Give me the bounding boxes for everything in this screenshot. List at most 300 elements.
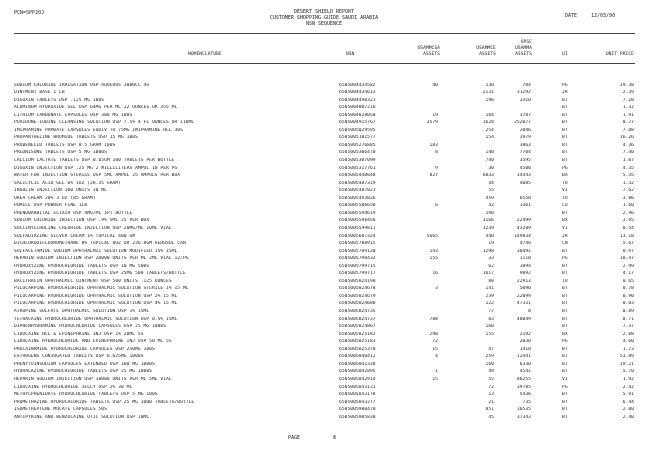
nomenclature-cell: DIPHENHYDRAMINE HYDROCHLORIDE CAPSULES USP 25 MG 1000S	[14, 324, 167, 330]
nsn-cell: 6505005840412	[339, 354, 376, 360]
nsn-cell: 6505005493826	[339, 195, 376, 201]
usamma-assets-cell: 37343	[516, 414, 531, 420]
unit-price-cell: 4.17	[622, 271, 634, 277]
nomenclature-cell: PHENYTOINSODIUM CAPSULES EXTENDED USP 100 MG 1000S	[14, 361, 155, 367]
nsn-cell: 6505005607324	[339, 233, 376, 239]
usammce-assets-cell: 740	[485, 158, 494, 163]
ui-cell: BT	[562, 97, 568, 103]
usamma-assets-cell: 1361	[519, 203, 531, 209]
nsn-cell: 6505004434582	[339, 82, 376, 88]
usammce-assets-cell: 1617	[482, 271, 494, 277]
report-id: PCN=SPP20J	[14, 10, 45, 16]
ui-cell: JR	[562, 90, 568, 96]
usamma-assets-cell: 31292	[516, 90, 531, 96]
nsn-cell: 6505005842914	[339, 376, 376, 382]
ui-cell: TU	[562, 278, 568, 284]
nomenclature-cell: ANTIPYRINE AND BENZOCAINE OTIC SOLUTION USP 10ML.	[14, 414, 152, 420]
unit-price-cell: 2.88	[622, 331, 634, 337]
usammce-assets-cell: 196	[485, 97, 494, 103]
ui-cell: BT	[562, 361, 568, 367]
usamma-assets-cell: 34443	[516, 173, 531, 179]
ui-cell: BT	[562, 407, 568, 413]
nomenclature-cell: OINTMENT BASE 1 LB	[14, 90, 65, 96]
usammce-assets-cell: 33	[488, 256, 494, 262]
usamma-assets-cell: 86255	[516, 376, 531, 382]
usammce-assets-cell: 160	[485, 324, 494, 330]
date-label: DATE	[565, 13, 578, 19]
nomenclature-cell: BACITRACIN OPHTHALMIC OINTMENT USP 500 UNITS .125 OUNCES	[14, 278, 172, 284]
unit-price-cell: 1.91	[622, 112, 634, 118]
nsn-cell: 6505004490321	[339, 97, 376, 103]
ui-cell: PG	[562, 384, 568, 390]
usamma-assets-cell: 16535	[516, 407, 531, 413]
unit-price-cell: 19.38	[619, 82, 634, 88]
nsn-cell: 6505005843178	[339, 392, 376, 398]
unit-price-cell: 1.92	[622, 376, 634, 382]
usamma-assets-cell: 3863	[519, 142, 531, 148]
usammce-assets-cell: 239	[485, 293, 494, 299]
nomenclature-cell: LIDOCAINE HYDROCHLORIDE AND EPINEPHRINE INJ USP 50 ML 5S	[14, 339, 172, 345]
usamma-assets-cell: 252077	[514, 120, 531, 126]
unit-price-cell: 7.62	[622, 188, 634, 194]
unit-price-cell: 5.35	[622, 173, 634, 179]
nomenclature-cell: DIGOXIN INJECTION USP .25 MG 2 MILLILITERS AMPUL 10 PER PG	[14, 165, 178, 171]
nomenclature-cell: SUCCINYLCHOLINE CHLORIDE INJECTION USP 20MG/ML 10ML VIAL	[14, 225, 172, 231]
usamma-assets-cell: 7704	[519, 150, 531, 156]
usammcsa-assets-cell: 72	[432, 339, 438, 345]
unit-price-cell: 1.60	[622, 203, 634, 209]
ui-cell: VI	[562, 225, 568, 231]
nomenclature-cell: PREDNISONE TABLETS USP 5 MG 1000S	[14, 150, 107, 156]
nomenclature-cell: IMIPRAMINE PAMOATE CAPSULES EQUIV TO 75MG IMIPRAMINE HCL 30S	[14, 127, 183, 133]
usammcsa-assets-cell: 15	[432, 346, 438, 352]
nsn-cell: 6505005843277	[339, 399, 376, 405]
unit-price-cell: 3.95	[622, 218, 634, 224]
ui-cell: BT	[562, 354, 568, 360]
usamma-assets-cell: 8	[528, 309, 531, 314]
nsn-cell: 6505004828058	[339, 112, 376, 118]
unit-price-cell: 5.70	[622, 369, 634, 375]
unit-price-cell: 0.83	[622, 301, 634, 307]
ui-cell: BT	[562, 210, 568, 216]
usamma-assets-cell: 12441	[516, 354, 531, 360]
usamma-assets-cell: 4541	[519, 369, 531, 375]
unit-price-cell: 16.26	[619, 135, 634, 141]
unit-price-cell: 1.32	[622, 180, 634, 186]
unit-price-cell: 7.40	[622, 150, 634, 156]
nomenclature-cell: HYDROXYZINE HYDROCHLORIDE TABLETS USP 25MG 500 TABLETS/BOTTLE	[14, 271, 186, 277]
nsn-cell: 6505005824678	[339, 286, 376, 292]
usammcsa-assets-cell: 8	[435, 150, 438, 156]
nsn-cell: 6505005825182	[339, 331, 376, 337]
unit-price-cell: 6.44	[622, 399, 634, 405]
usamma-assets-cell: 149834	[514, 233, 531, 239]
unit-price-cell: 0.71	[622, 316, 634, 322]
nsn-cell: 6505004915767	[339, 120, 376, 126]
ui-cell: BT	[562, 399, 568, 405]
col-header-ui: UI	[562, 52, 568, 57]
unit-price-cell: 19.21	[619, 361, 634, 367]
usammce-assets-cell: 155	[485, 331, 494, 337]
unit-price-cell: 1.32	[622, 105, 634, 111]
ui-cell: BT	[562, 346, 568, 352]
nomenclature-cell: PHENOBARBITAL ELIXIR USP 4MG/ML 1PT BOTTLE	[14, 210, 133, 216]
nomenclature-cell: ATROPINE SULFATE OPHTHALMIC SOLUTION USP 1% 15ML	[14, 309, 150, 314]
nomenclature-cell: HEPARIN SODIUM INJECTION USP 20000 UNITS PER ML 2ML VIAL 12/PG	[14, 256, 189, 262]
nsn-cell: 6505005824735	[339, 309, 376, 314]
usammcsa-assets-cell: 15	[432, 376, 438, 382]
ui-cell: PG	[562, 82, 568, 88]
usamma-assets-cell: 30491	[516, 248, 531, 254]
nomenclature-cell: SALICYLIC ACID GEL 6% 1OZ (28.35 GRAM)	[14, 180, 121, 186]
unit-price-cell: 0.77	[622, 120, 634, 126]
usammcsa-assets-cell: 3	[435, 286, 438, 292]
nomenclature-cell: ESTROGENS CONJUGATED TABLETS USP 0.625MG 1000S	[14, 354, 144, 360]
report-subtitle: CUSTOMER SHOPPING GUIDE SAUDI ARABIA	[269, 15, 379, 21]
nomenclature-cell: INSULIN INJECTION 100 UNITS 10 ML	[14, 188, 107, 194]
unit-price-cell: 7.37	[622, 324, 634, 330]
ui-cell: BT	[562, 324, 568, 330]
nomenclature-cell: UREA CREAM 20% 3 OZ (85 GRAM)	[14, 195, 96, 201]
unit-price-cell: 2.39	[622, 90, 634, 96]
usammcsa-assets-cell: 9	[435, 165, 438, 171]
nsn-cell: 6505005825370	[339, 346, 376, 352]
unit-price-cell: 0.54	[622, 225, 634, 231]
nomenclature-cell: PILOCARPINE HYDROCHLORIDE OPHTHALMIC SOLUTION USP 2% 15 ML	[14, 293, 178, 299]
unit-price-cell: 7.88	[622, 127, 634, 133]
col-header-usammcsa-assets: ASSETS	[423, 52, 440, 57]
usammce-assets-cell: 62	[488, 263, 494, 269]
ui-cell: BT	[562, 127, 568, 133]
ui-cell: BT	[562, 105, 568, 111]
usammce-assets-cell: 45	[488, 414, 494, 420]
ui-cell: BT	[562, 301, 568, 307]
usamma-assets-cell: 1418	[519, 346, 531, 352]
usammce-assets-cell: 160	[485, 361, 494, 367]
usamma-assets-cell: 4748	[519, 241, 531, 247]
nsn-cell: 6505005599811	[339, 225, 376, 231]
usammce-assets-cell: 440	[485, 233, 494, 239]
ui-cell: BX	[562, 218, 568, 224]
usamma-assets-cell: 2192	[519, 331, 531, 337]
page-label: PAGE	[288, 435, 301, 441]
usammce-assets-cell: 72	[488, 384, 494, 390]
col-header-opsc: OPSC	[520, 40, 532, 45]
page-number: 8	[333, 435, 337, 441]
nomenclature-cell: SODIUM CHLORIDE INJECTION USP .9% 5ML 25 PER BOX	[14, 218, 150, 224]
ui-cell: BT	[562, 286, 568, 292]
usammce-assets-cell: 21	[488, 399, 494, 405]
usamma-assets-cell: 735	[522, 399, 531, 405]
usammce-assets-cell: 42	[488, 203, 494, 209]
nomenclature-cell: PROBENECID TABLETS USP 0.5 GRAM 100S	[14, 142, 116, 148]
nomenclature-cell: HYDRALAZINE HYDROCHLORIDE TABLETS USP 25 MG 1000S	[14, 369, 152, 375]
ui-cell: PG	[562, 256, 568, 262]
usamma-assets-cell: 784	[522, 82, 531, 88]
nomenclature-cell: LIDOCAINE HYDROCHLORIDE JELLY USP 2% 30 ML	[14, 384, 133, 390]
usammcsa-assets-cell: 1	[435, 369, 438, 375]
nsn-cell: 6505005824737	[339, 316, 376, 322]
unit-price-cell: 1.07	[622, 158, 634, 163]
usamma-assets-cell: 40049	[516, 316, 531, 322]
unit-price-cell: 0.65	[622, 278, 634, 284]
nsn-cell: 6505005440048	[339, 173, 376, 179]
col-header-usammce-assets: ASSETS	[479, 52, 496, 57]
nsn-cell: 6505005824679	[339, 293, 376, 299]
nsn-cell: 6505005900470	[339, 407, 376, 413]
unit-price-cell: 3.86	[622, 195, 634, 201]
ui-cell: BT	[562, 392, 568, 398]
nomenclature-cell: PROMETHAZINE HYDROCHLORIDE TABLETS USP 25 MG 1000 TABLETS/BOTTLE	[14, 399, 195, 405]
nomenclature-cell: PILOCARPINE HYDROCHLORIDE OPHTHALMIC SOLUTION USP 4% 15 ML	[14, 301, 178, 307]
usamma-assets-cell: 1110	[519, 256, 531, 262]
usamma-assets-cell: 9892	[519, 271, 531, 277]
nomenclature-cell: TETRACAINE HYDROCHLORIDE OPHTHALMIC SOLUTION USP 0.5% 15ML	[14, 316, 178, 322]
usammce-assets-cell: 184	[485, 112, 494, 118]
usamma-assets-cell: 47331	[516, 301, 531, 307]
usamma-assets-cell: 3310	[519, 97, 531, 103]
usamma-assets-cell: 3595	[519, 158, 531, 163]
nomenclature-cell: SULFACETAMIDE SODIUM OPHTHALMIC SOLUTION MODIFIED 15% 15ML	[14, 248, 178, 254]
nsn-cell: 6505005181577	[339, 135, 376, 141]
nsn-cell: 6505005825183	[339, 339, 376, 345]
usammce-assets-cell: 259	[485, 354, 494, 360]
unit-price-cell: 2.96	[622, 210, 634, 216]
ui-cell: BT	[562, 309, 568, 314]
col-header-nomenclature: NOMENCLATURE	[188, 52, 222, 57]
unit-price-cell: 0.78	[622, 286, 634, 292]
usammce-assets-cell: 1298	[482, 248, 494, 254]
usammce-assets-cell: 3166	[482, 218, 494, 224]
usammcsa-assets-cell: 3579	[426, 120, 438, 126]
nsn-cell: 6505005317761	[339, 165, 376, 171]
ui-cell: BT	[562, 135, 568, 141]
usammcsa-assets-cell: 19	[432, 112, 438, 118]
usammce-assets-cell: 77	[488, 309, 494, 314]
unit-price-cell: 0.90	[622, 293, 634, 299]
unit-price-cell: 2.99	[622, 263, 634, 269]
ui-cell: BT	[562, 112, 568, 118]
usammce-assets-cell: 49	[488, 369, 494, 375]
usammcsa-assets-cell: 6	[435, 203, 438, 209]
date-value: 12/03/90	[591, 13, 616, 19]
usammce-assets-cell: 130	[485, 82, 494, 88]
usammce-assets-cell: 19	[488, 241, 494, 247]
unit-price-cell: 4.36	[622, 142, 634, 148]
usammce-assets-cell: 80	[488, 278, 494, 284]
ui-cell: TU	[562, 180, 568, 186]
nomenclature-cell: HEPARIN SODIUM INJECTION USP 10000 UNITS PER ML 5ML VIAL	[14, 376, 172, 382]
nsn-cell: 6505005789120	[339, 248, 376, 254]
nsn-cell: 6505005594619	[339, 210, 376, 216]
nsn-cell: 6505005307099	[339, 158, 376, 163]
col-header-usammcsa: USAMMCSA	[417, 46, 440, 51]
unit-price-cell: 4.35	[622, 165, 634, 171]
nsn-cell: 6505005799715	[339, 263, 376, 269]
usammce-assets-cell: 47	[488, 346, 494, 352]
col-header-nsn: NSN	[346, 52, 355, 57]
usammcsa-assets-cell: 290	[429, 331, 438, 337]
nomenclature-cell: POVIDONE-IODINE CLEANSING SOLUTION USP 7.5% 4 FL OUNCES OR 118ML	[14, 120, 195, 126]
usammce-assets-cell: 851	[485, 407, 494, 413]
nsn-cell: 6505005843131	[339, 384, 376, 390]
nsn-cell: 6505005598456	[339, 218, 376, 224]
report-sequence: NSN SEQUENCE	[305, 21, 343, 27]
nomenclature-cell: DICHLORODIFLUOROMETHANE 8% TOPICAL 8OZ OR 226.8GM AEROSOL CAN	[14, 241, 186, 247]
nsn-cell: 6505005798432	[339, 256, 376, 262]
usamma-assets-cell: 4500	[519, 165, 531, 171]
unit-price-cell: 1.73	[622, 346, 634, 352]
ui-cell: BT	[562, 263, 568, 269]
usammce-assets-cell: 2131	[482, 90, 494, 96]
unit-price-cell: 4.60	[622, 339, 634, 345]
ui-cell: BT	[562, 414, 568, 420]
nomenclature-cell: ALUMINUM HYDROXIDE GEL USP 64MG PER ML 12 OUNCES OR 355 ML	[14, 105, 178, 111]
nsn-cell: 6505005029595	[339, 127, 376, 133]
nomenclature-cell: WATER FOR INJECTION STERILE USP 5ML AMPUL 25 AMPULS PER BOX	[14, 173, 181, 179]
unit-price-cell: 13.18	[619, 233, 634, 239]
usammce-assets-cell: 459	[485, 195, 494, 201]
nomenclature-cell: PROPANTHELINE BROMIDE TABLETS USP 15 MG 100S	[14, 135, 138, 141]
usamma-assets-cell: 2046	[519, 127, 531, 133]
ui-cell: BT	[562, 369, 568, 375]
usammce-assets-cell: 254	[485, 127, 494, 133]
usammce-assets-cell: 1239	[482, 225, 494, 231]
usammce-assets-cell: 1628	[482, 120, 494, 126]
nsn-cell: 6505005824680	[339, 301, 376, 307]
nsn-cell: 6505004434613	[339, 90, 376, 96]
nsn-cell: 6505005487319	[339, 180, 376, 186]
ui-cell: JR	[562, 233, 568, 239]
col-header-opsc-usamma: USAMMA	[515, 46, 532, 51]
unit-price-cell: 2.00	[622, 407, 634, 413]
ui-cell: VI	[562, 376, 568, 382]
ui-cell: BX	[562, 331, 568, 337]
usammcsa-assets-cell: 143	[429, 248, 438, 254]
ui-cell: BT	[562, 158, 568, 163]
usamma-assets-cell: 39785	[516, 384, 531, 390]
unit-price-cell: 5.67	[622, 241, 634, 247]
nsn-cell: 6505005824190	[339, 278, 376, 284]
usammcsa-assets-cell: 16	[432, 271, 438, 277]
nsn-cell: 6505005506650	[339, 203, 376, 209]
usammcsa-assets-cell: 40	[432, 82, 438, 88]
nomenclature-cell: PUMICE USP POWDER FINE 1LB	[14, 203, 88, 209]
ui-cell: BT	[562, 150, 568, 156]
unit-price-cell: 2.42	[622, 384, 634, 390]
usamma-assets-cell: 3787	[519, 112, 531, 118]
nsn-cell: 6505005487821	[339, 188, 376, 194]
nsn-cell: 6505004807216	[339, 105, 376, 111]
usammce-assets-cell: 154	[485, 135, 494, 141]
usamma-assets-cell: 5090	[519, 286, 531, 292]
nsn-cell: 6505005842338	[339, 361, 376, 367]
usamma-assets-cell: 22499	[516, 218, 531, 224]
usamma-assets-cell: 4085	[519, 180, 531, 186]
usammce-assets-cell: 30	[488, 165, 494, 171]
usamma-assets-cell: 1894	[519, 263, 531, 269]
usamma-assets-cell: 5436	[519, 392, 531, 398]
usammcsa-assets-cell: 155	[429, 256, 438, 262]
usammce-assets-cell: 55	[488, 376, 494, 382]
ui-cell: BT	[562, 271, 568, 277]
ui-cell: PG	[562, 339, 568, 345]
usammcsa-assets-cell: 788	[429, 316, 438, 322]
nsn-cell: 6505005824867	[339, 324, 376, 330]
ui-cell: BT	[562, 142, 568, 148]
usammce-assets-cell: 83	[488, 316, 494, 322]
nsn-cell: 6505005985830	[339, 414, 376, 420]
nomenclature-cell: METHYLPHENIDATE HYDROCHLORIDE TABLETS USP 5 MG 100S	[14, 392, 158, 398]
unit-price-cell: 0.89	[622, 309, 634, 314]
nomenclature-cell: PILOCARPINE HYDROCHLORIDE OPHTHALMIC SOLUTION STERILE 1% 15 ML	[14, 286, 189, 292]
unit-price-cell: 2.40	[622, 414, 634, 420]
ui-cell: CN	[562, 241, 568, 247]
nomenclature-cell: SULFADIAZINE SILVER CREAM 1% TOPICAL 400 GM	[14, 233, 136, 239]
nomenclature-cell: SODIUM CHLORIDE IRRIGATION USP AQUEOUS 3000CC 4S	[14, 82, 150, 88]
usammcsa-assets-cell: 4	[435, 354, 438, 360]
col-header-unit-price: UNIT PRICE	[605, 52, 634, 57]
usammce-assets-cell: 6833	[482, 173, 494, 179]
usammce-assets-cell: 140	[485, 150, 494, 156]
ui-cell: CO	[562, 203, 568, 209]
nsn-cell: 6505005306470	[339, 150, 376, 156]
nomenclature-cell: HYDROXYZINE HYDROCHLORIDE TABLETS USP 10 MG 500S	[14, 263, 150, 269]
unit-price-cell: 18.47	[619, 256, 634, 262]
ui-cell: BT	[562, 248, 568, 254]
col-header-usammce: USAMMCE	[476, 46, 496, 51]
usamma-assets-cell: 2030	[519, 339, 531, 345]
usamma-assets-cell: 3979	[519, 135, 531, 141]
ui-cell: BT	[562, 293, 568, 299]
usammce-assets-cell: 190	[485, 210, 494, 216]
usamma-assets-cell: 22913	[516, 278, 531, 284]
unit-price-cell: 7.28	[622, 97, 634, 103]
usammcsa-assets-cell: 5665	[426, 233, 438, 239]
nomenclature-cell: CALCIUM LACTATE TABLETS USP 0.65GM 100 TABLETS PER BOTTLE	[14, 158, 175, 163]
usamma-assets-cell: 6558	[519, 195, 531, 201]
nomenclature-cell: PROCAINAMIDE HYDROCHLORIDE CAPSULES USP 250MG 100S	[14, 346, 155, 352]
nomenclature-cell: LIDOCAINE HCL & EPINEPHRINE INJ USP 1% 20ML 5S	[14, 331, 144, 337]
usammce-assets-cell: 44	[488, 180, 494, 186]
usammcsa-assets-cell: 827	[429, 173, 438, 179]
ui-cell: BT	[562, 120, 568, 126]
ui-cell: BT	[562, 316, 568, 322]
nomenclature-cell: ISOMETHEPTENE MUCATE CAPSULES 50S	[14, 407, 107, 413]
nsn-cell: 6505005799717	[339, 271, 376, 277]
nsn-cell: 6505005276885	[339, 142, 376, 148]
ui-cell: VI	[562, 188, 568, 194]
ui-cell: BX	[562, 173, 568, 179]
nomenclature-cell: DIGOXIN TABLETS USP .125 MG 100S	[14, 97, 105, 103]
usamma-assets-cell: 6330	[519, 361, 531, 367]
usammce-assets-cell: 13	[488, 392, 494, 398]
nomenclature-cell: LITHIUM CARBONATE CAPSULES USP 300 MG 100S	[14, 112, 133, 118]
unit-price-cell: 53.09	[619, 354, 634, 360]
usamma-assets-cell: 43289	[516, 225, 531, 231]
nsn-cell: 6505005842895	[339, 369, 376, 375]
col-header-opsc-assets: ASSETS	[515, 52, 532, 57]
unit-price-cell: 5.91	[622, 392, 634, 398]
report-title: DESERT SHIELD REPORT	[293, 9, 355, 15]
usammcsa-assets-cell: 183	[429, 142, 438, 148]
ui-cell: PG	[562, 165, 568, 171]
usammce-assets-cell: 122	[485, 301, 494, 307]
ui-cell: TU	[562, 195, 568, 201]
usammce-assets-cell: 141	[485, 286, 494, 292]
usamma-assets-cell: 22099	[516, 293, 531, 299]
unit-price-cell: 0.97	[622, 248, 634, 254]
